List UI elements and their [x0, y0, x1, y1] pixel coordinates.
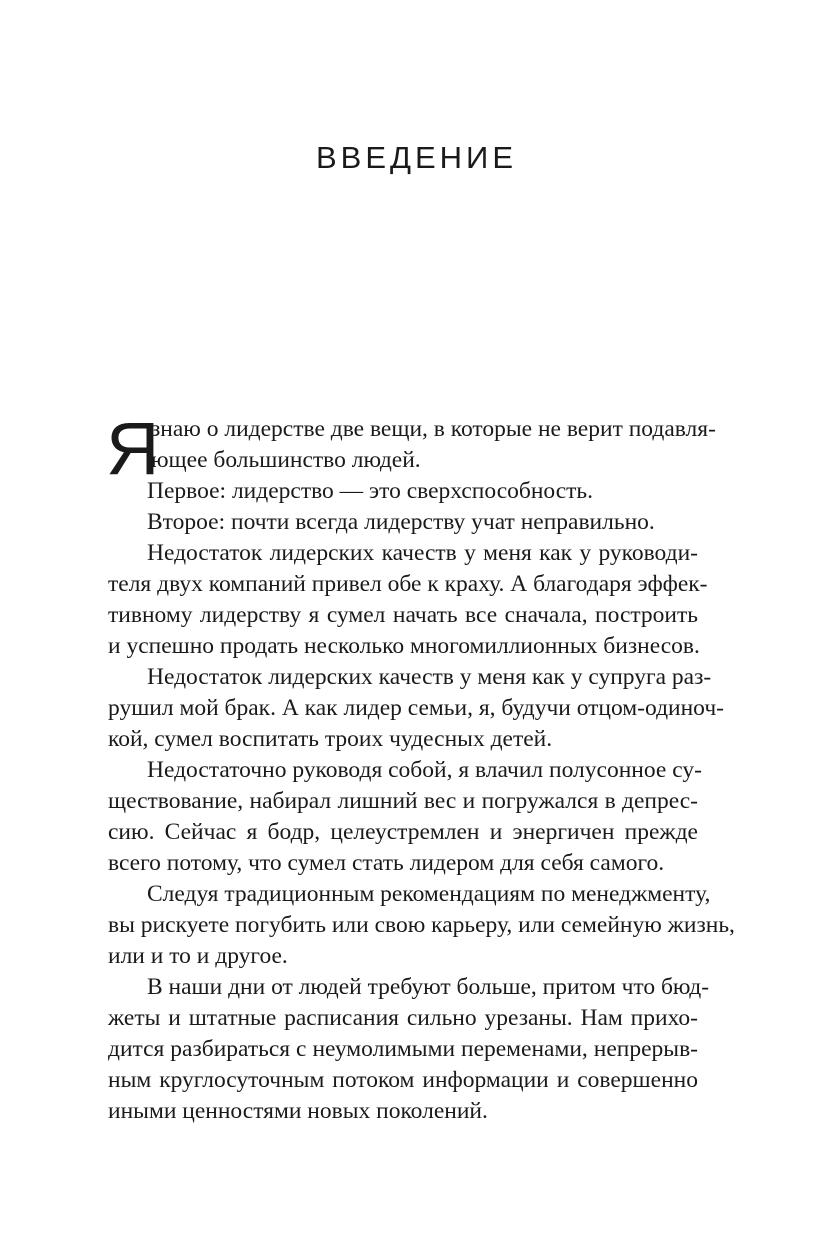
text-line: В наши дни от людей требуют больше, притом что бюд- [147, 974, 710, 1000]
text-line: и успешно продать несколько многомиллионных бизнесов. [108, 633, 700, 659]
text-line: ществование, набирал лишний вес и погружался в депрес- [108, 788, 698, 814]
text-line: Недостаток лидерских качеств у меня как у супруга раз- [147, 664, 712, 690]
body-text [106, 407, 735, 1127]
text-line: дится разбираться с неумолимыми переменами, непрерыв- [108, 1036, 698, 1062]
text-line: Недостаток лидерских качеств у меня как у руководи- [147, 540, 698, 566]
drop-cap: Я [106, 407, 160, 490]
text-line: иными ценностями новых поколений. [108, 1098, 488, 1124]
text-line: жеты и штатные расписания сильно урезаны. Нам прихо- [108, 1005, 698, 1031]
text-line: сию. Сейчас я бодр, целеустремлен и энергичен прежде [108, 819, 698, 845]
text-line: Недостаточно руководя собой, я влачил полусонное су- [147, 757, 702, 783]
opening-paragraph [106, 407, 716, 490]
text-line: вы рискуете погубить или свою карьеру, или семейную жизнь, [108, 912, 735, 938]
text-line: Следуя традиционным рекомендациям по менеджменту, [147, 881, 711, 907]
text-line: тивному лидерству я сумел начать все сначала, построить [108, 602, 698, 628]
text-line: Первое: лидерство — это сверхспособность. [147, 478, 594, 504]
chapter-title: ВВЕДЕНИЕ [315, 140, 518, 175]
text-line: кой, сумел воспитать троих чудесных детей. [108, 726, 553, 752]
text-line: ным круглосуточным потоком информации и совершенно [108, 1067, 698, 1093]
text-line: или и то и другое. [108, 943, 288, 969]
text-line: всего потому, что сумел стать лидером для себя самого. [108, 850, 665, 876]
text-line: ющее большинство людей. [151, 447, 421, 473]
text-line: знаю о лидерстве две вещи, в которые не верит подавля- [151, 416, 716, 442]
text-line: Второе: почти всегда лидерству учат неправильно. [147, 509, 655, 535]
text-line: рушил мой брак. А как лидер семьи, я, будучи отцом-одиноч- [108, 695, 724, 721]
text-line: теля двух компаний привел обе к краху. А благодаря эффек- [108, 571, 708, 597]
